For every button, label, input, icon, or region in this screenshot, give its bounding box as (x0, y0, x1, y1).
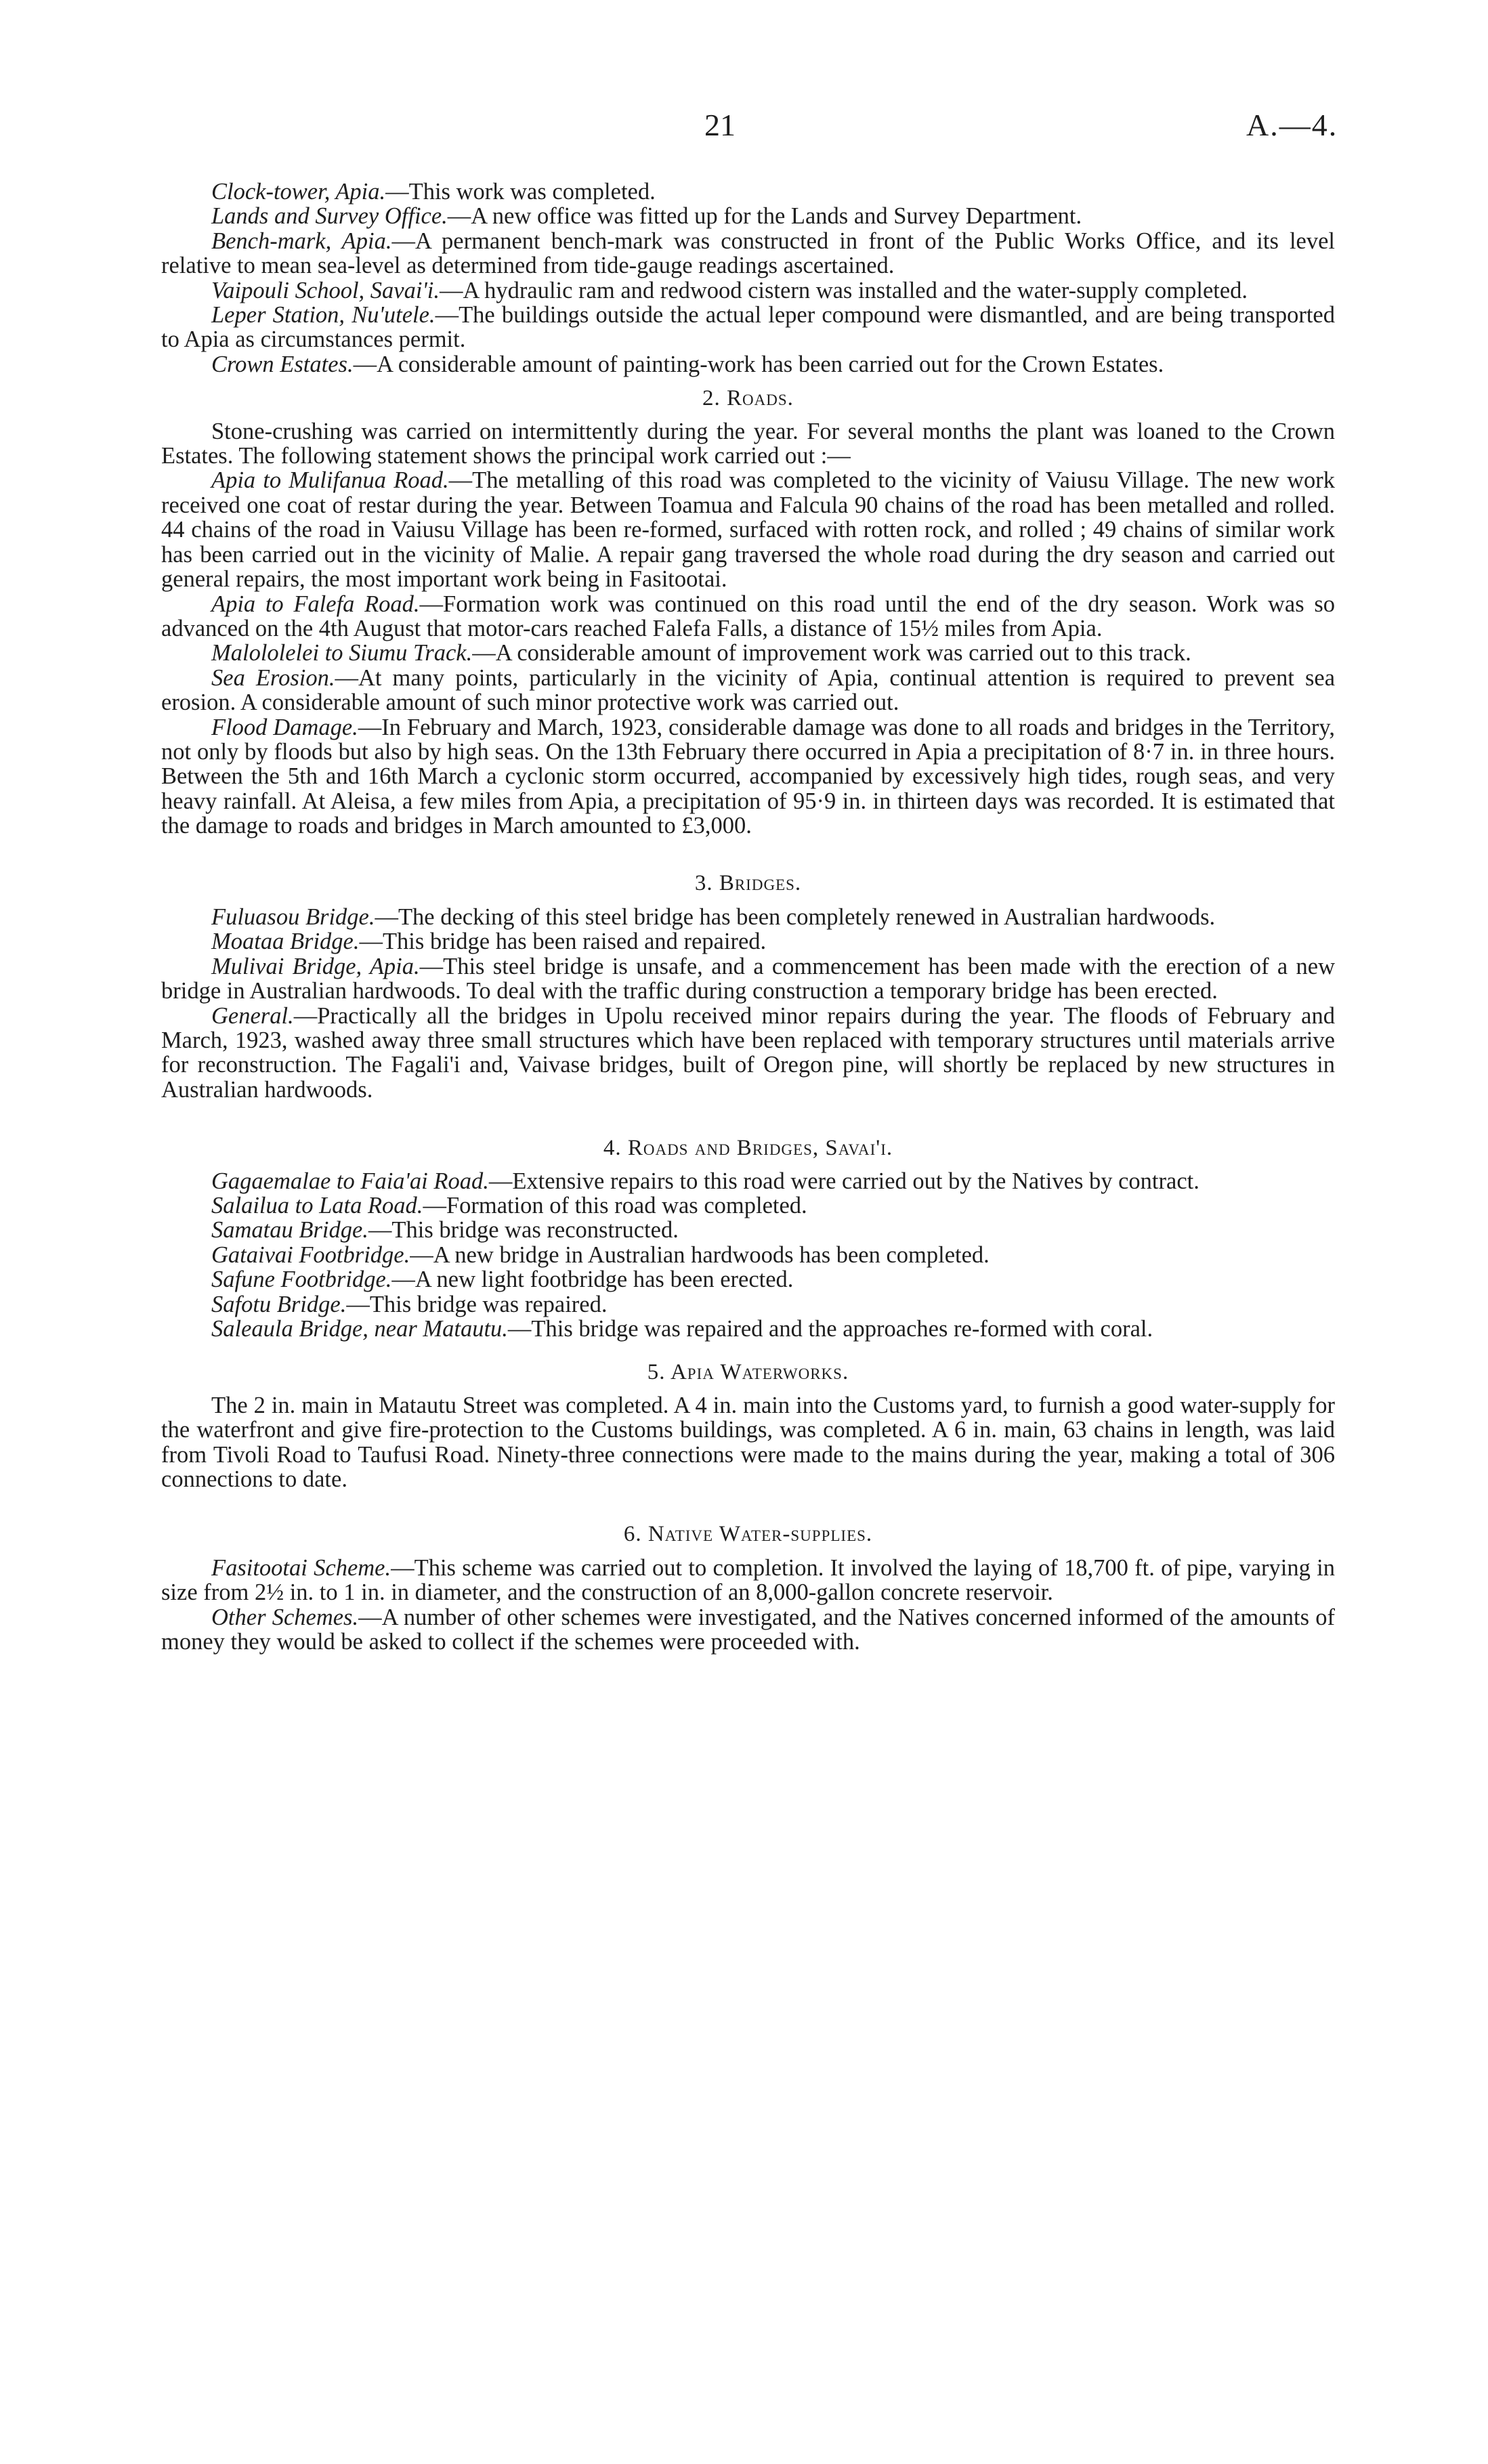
paragraph (161, 278, 1335, 303)
paragraph-title: Apia to Falefa Road. (211, 591, 420, 617)
paragraph-text: —This bridge has been raised and repaired. (359, 929, 767, 955)
section-heading-waterworks: 5. Apia Waterworks. (647, 1360, 849, 1385)
paragraph-title: Lands and Survey Office. (211, 203, 448, 230)
paragraph-text: —Formation of this road was completed. (423, 1193, 807, 1219)
paragraph-title: Samatau Bridge. (211, 1217, 368, 1244)
paragraph-title: Malololelei to Siumu Track. (211, 640, 473, 666)
paragraph-text: —The buildings outside the actual leper compound were dismantled, and are being transported to Apia as circumstances permit. (161, 302, 1335, 353)
paragraph-title: Fasitootai Scheme. (211, 1554, 391, 1581)
paragraph-text: —This work was completed. (385, 179, 656, 205)
paragraph (161, 641, 1335, 665)
paragraph-text: —This bridge was repaired and the approaches re-formed with coral. (507, 1316, 1153, 1342)
paragraph: The 2 in. main in Matautu Street was completed. A 4 in. main into the Customs yard, to furnish a good water-supply for the waterfront and give fire-protection to the Customs buildings, was completed. A 6 in. main, 63 chains in length, was laid from Tivoli Road to Taufusi Road. Ninety-three connections were made to the mains during the year, making a total of 306 connections to date. (161, 1392, 1335, 1493)
paragraph (161, 1169, 1335, 1193)
paragraph (161, 179, 1335, 204)
page-header (0, 107, 1488, 154)
paragraph (161, 666, 1335, 715)
paragraph-text: —A new light footbridge has been erected. (391, 1267, 794, 1293)
paragraph (161, 303, 1335, 352)
paragraph (161, 229, 1335, 278)
paragraph-title: Gagaemalae to Faia'ai Road. (211, 1168, 489, 1194)
paragraph (161, 715, 1335, 838)
paragraph-text: —Practically all the bridges in Upolu received minor repairs during the year. The floods of February and March, 1923, washed away three small structures which have been replaced with temporary structures until materials arrive for reconstruction. The Fagali'i and, Vaivase bridges, built of Oregon pine, will shortly be replaced by new structures in Australian hardwoods. (161, 1002, 1335, 1103)
paragraph (161, 1556, 1335, 1605)
paragraph-text: —A new bridge in Australian hardwoods has been completed. (410, 1241, 990, 1268)
paragraph (161, 592, 1335, 641)
section-savaii (161, 1169, 1335, 1342)
paragraph-text: —The metalling of this road was completed to the vicinity of Vaiusu Village. The new work received one coat of restar during the year. Between Toamua and Falcula 90 chains of the road has been metalled and rolled. 44 chains of the road in Vaiusu Village has been re-formed, surfaced with rotten rock, and rolled ; 49 chains of similar work has been carried out in the vicinity of Malie. A repair gang traversed the whole road during the dry season and carried out general repairs, the most important work being in Fasitootai. (161, 467, 1335, 593)
paragraph (161, 352, 1335, 377)
paragraph-title: Fuluasou Bridge. (211, 904, 375, 930)
paragraph (161, 204, 1335, 228)
paragraph-text: —This bridge was repaired. (346, 1291, 608, 1317)
paragraph-text: —At many points, particularly in the vicinity of Apia, continual attention is required to prevent sea erosion. A considerable amount of such minor protective work was carried out. (161, 664, 1336, 716)
paragraph (161, 954, 1335, 1004)
paragraph-title: Apia to Mulifanua Road. (211, 467, 449, 494)
paragraph (161, 1193, 1335, 1218)
paragraph (161, 1243, 1335, 1267)
paragraph-text: —This bridge was reconstructed. (368, 1217, 679, 1244)
paragraph-title: Moataa Bridge. (211, 929, 360, 955)
paragraph-title: Safune Footbridge. (211, 1267, 392, 1293)
paragraph-title: Crown Estates. (211, 351, 354, 377)
paragraph (161, 1267, 1335, 1292)
paragraph: Stone-crushing was carried on intermittently during the year. For several months the plant was loaned to the Crown Estates. The following statement shows the principal work carried out :— (161, 418, 1335, 469)
paragraph-title: Mulivai Bridge, Apia. (211, 953, 420, 979)
paragraph-text: —In February and March, 1923, considerable damage was done to all roads and bridges in the Territory, not only by floods but also by high seas. On the 13th February there occurred in Apia a precipitation of 8·7 in. in three hours. Between the 5th and 16th March a cyclonic storm occurred, accompanied by excessively high tides, rough seas, and very heavy rainfall. At Aleisa, a few miles from Apia, a precipitation of 95·9 in. in thirteen days was recorded. It is estimated that the damage to roads and bridges in March amounted to £3,000. (161, 714, 1335, 839)
paragraph (161, 1292, 1335, 1317)
section-bridges (161, 905, 1335, 1102)
section-heading-bridges: 3. Bridges. (694, 870, 802, 895)
paragraph (161, 1004, 1335, 1103)
paragraph-title: General. (211, 1002, 294, 1029)
paragraph-title: Leper Station, Nu'utele. (211, 302, 435, 328)
paragraph-text: —Extensive repairs to this road were carried out by the Natives by contract. (488, 1168, 1199, 1194)
paragraph-text: —This scheme was carried out to completion. It involved the laying of 18,700 ft. of pipe, varying in size from 2½ in. to 1 in. in diameter, and the construction of an 8,000-gallon concrete reservoir. (161, 1554, 1336, 1606)
paragraph (161, 1218, 1335, 1242)
section-heading-savaii: 4. Roads and Bridges, Savai'i. (603, 1136, 893, 1161)
paragraph (161, 905, 1335, 929)
paragraph-text: —A considerable amount of improvement work was carried out to this track. (472, 640, 1191, 666)
paragraph-text: —A hydraulic ram and redwood cistern was installed and the water-supply completed. (440, 277, 1248, 303)
paragraph (161, 1605, 1335, 1655)
paragraph-text: —A number of other schemes were investigated, and the Natives concerned informed of the amounts of money they would be asked to collect if the schemes were proceeded with. (161, 1604, 1335, 1655)
paragraph (161, 929, 1335, 954)
paragraph-title: Other Schemes. (211, 1604, 359, 1630)
paragraph-text: —A considerable amount of painting-work has been carried out for the Crown Estates. (353, 351, 1164, 377)
section-heading-roads: 2. Roads. (702, 386, 794, 411)
document-reference: A.—4. (1246, 108, 1338, 142)
section-buildings (161, 179, 1335, 377)
paragraph-title: Bench-mark, Apia. (211, 228, 392, 254)
paragraph-title: Flood Damage. (211, 714, 358, 740)
section-waterworks (161, 1393, 1335, 1492)
paragraph-title: Safotu Bridge. (211, 1291, 347, 1317)
paragraph-title: Salailua to Lata Road. (211, 1193, 423, 1219)
document-body (161, 179, 1335, 1655)
paragraph-title: Sea Erosion. (211, 664, 335, 691)
paragraph (161, 468, 1335, 591)
paragraph (161, 1317, 1335, 1341)
paragraph-title: Vaipouli School, Savai'i. (211, 277, 440, 303)
page-number: 21 (704, 108, 736, 142)
paragraph-title: Clock-tower, Apia. (211, 179, 386, 205)
section-roads (161, 419, 1335, 838)
section-heading-native-water: 6. Native Water-supplies. (623, 1521, 873, 1546)
paragraph-text: —Formation work was continued on this road until the end of the dry season. Work was so advanced on the 4th August that motor-cars reached Falefa Falls, a distance of 15½ miles from Apia. (161, 591, 1335, 641)
paragraph-text: —The decking of this steel bridge has been completely renewed in Australian hardwoods. (375, 904, 1216, 930)
paragraph-title: Saleaula Bridge, near Matautu. (211, 1316, 508, 1342)
paragraph-text: —A new office was fitted up for the Lands and Survey Department. (447, 203, 1082, 230)
paragraph-text: —This steel bridge is unsafe, and a commencement has been made with the erection of a new bridge in Australian hardwoods. To deal with the traffic during construction a temporary bridge has been erected. (161, 953, 1335, 1004)
section-native-water (161, 1556, 1335, 1655)
paragraph-text: —A permanent bench-mark was constructed in front of the Public Works Office, and its level relative to mean sea-level as determined from tide-gauge readings ascertained. (161, 228, 1335, 279)
paragraph-title: Gataivai Footbridge. (211, 1241, 410, 1268)
